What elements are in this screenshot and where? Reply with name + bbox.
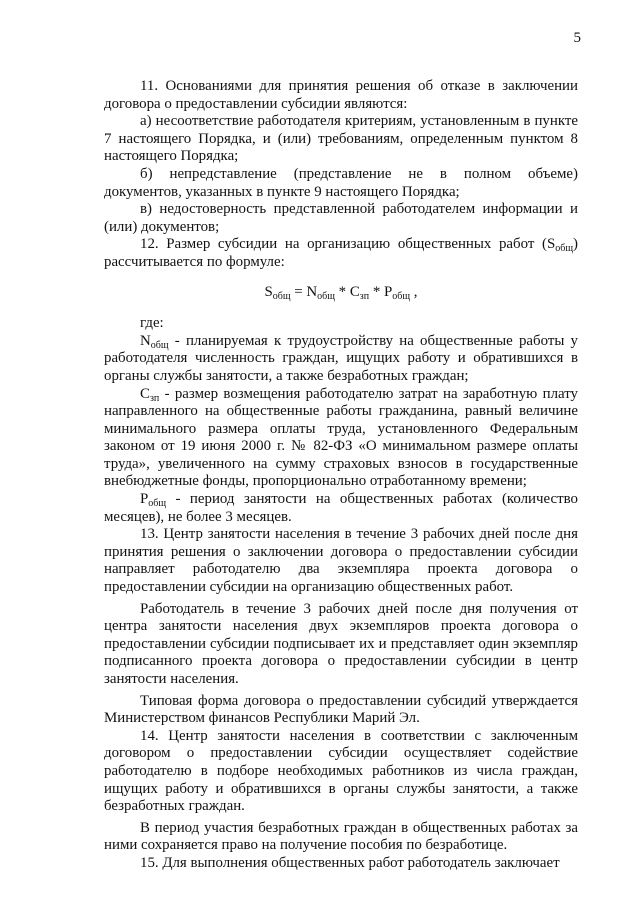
para-13-text3: Типовая форма договора о предоставлении субсидий утверждается Министерством финансов Республики Марий Эл. — [104, 692, 578, 727]
document-body — [104, 78, 578, 873]
para-13-text2: Работодатель в течение 3 рабочих дней после дня получения от центра занятости населения двух экземпляров проекта договора о предоставлении субсидии подписывает их и представляет один экземпляр подписанного проекта договора о предоставлении субсидии в центр занятости населения. — [104, 600, 578, 687]
para-13-text1: 13. Центр занятости населения в течение 3 рабочих дней после дня принятия решения о заключении договора о предоставлении субсидии направляет работодателю два экземпляра проекта договора о предоставлении субсидии на организацию общественных работ. — [104, 526, 578, 596]
para-11-a: а) несоответствие работодателя критериям, установленным в пункте 7 настоящего Порядка, и (или) требованиям, определенным пунктом 8 настоящего Порядка; — [104, 113, 578, 165]
para-11-intro: 11. Основаниями для принятия решения об отказе в заключении договора о предоставлении субсидии являются: — [104, 78, 578, 112]
subsidy-formula: $S_{общ} = N_{общ} * С_{зп} * P_{общ}$ , — [264, 283, 418, 302]
para-11-b: б) непредставление (представление не в полном объеме) документов, указанных в пункте 9 настоящего Порядка; — [104, 165, 578, 200]
para-14-text2: В период участия безработных граждан в общественных работах за ними сохраняется право на получение пособия по безработице. — [104, 819, 578, 854]
formula-where: где: — [140, 315, 164, 332]
para-14-text1: 14. Центр занятости населения в соответствии с заключенным договором о предоставлении субсидии осуществляет содействие работодателю в подборе необходимых работников из числа граждан, ищущих работу и обратившихся в органы службы занятости, а также безработных граждан. — [104, 727, 578, 815]
def-p-period: $P_{общ}$ - период занятости на общественных работах (количество месяцев), не более 3 месяцев. — [104, 491, 578, 525]
page-number: 5 — [573, 30, 581, 46]
def-c-wage: $С_{зп}$ - размер возмещения работодателю затрат на заработную плату направленного на общественные работы гражданина, равный величине минимального размера оплаты труда, установленного Федеральным законом от 19 июня 2000 г. № 82-ФЗ «О минимальном размере оплаты труда», увеличенного на сумму страховых взносов в государственные внебюджетные фонды, пропорционально отработанному времени; — [104, 385, 578, 490]
def-n-total: $N_{общ}$ - планируемая к трудоустройству на общественные работы у работодателя численность граждан, ищущих работу и обратившихся в органы службы занятости, а также безработных граждан; — [104, 332, 578, 384]
para-12-intro: 12. Размер субсидии на организацию общественных работ $(S_{общ})$ рассчитывается по формуле: — [104, 236, 578, 270]
para-15-text1: 15. Для выполнения общественных работ работодатель заключает — [140, 854, 560, 871]
para-11-v: в) недостоверность представленной работодателем информации и (или) документов; — [104, 201, 578, 235]
